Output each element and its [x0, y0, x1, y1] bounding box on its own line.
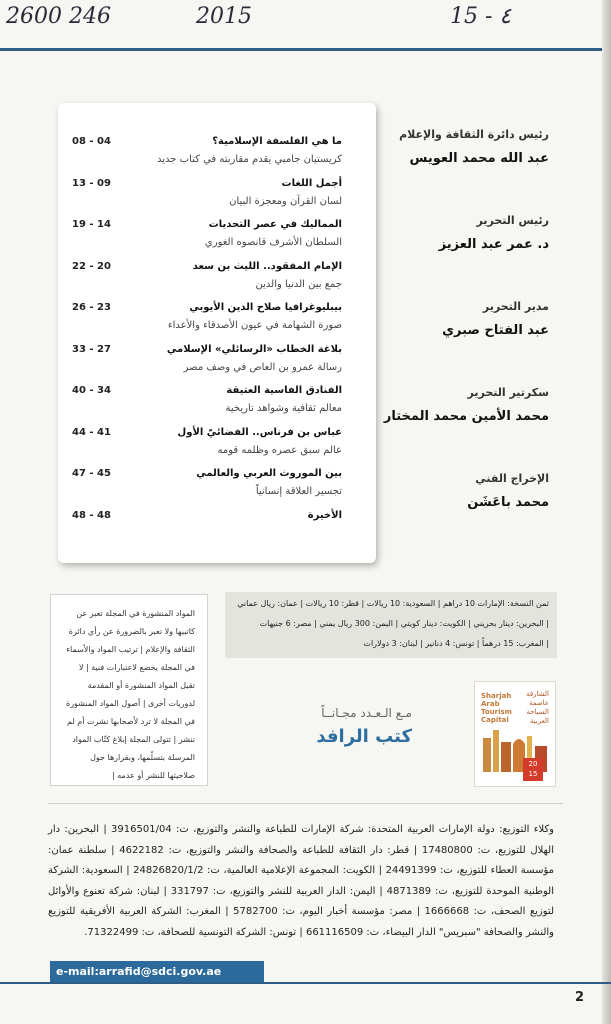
page-edge — [602, 0, 611, 1024]
table-of-contents — [58, 103, 376, 563]
toc-pages: 44 - 41 — [72, 426, 111, 438]
toc-item[interactable] — [72, 424, 342, 466]
toc-subtitle: لسان القرآن ومعجزة البيان — [229, 195, 342, 207]
toc-subtitle: كريستيان جامبي يقدم مقاربته في كتاب جديد — [157, 154, 342, 165]
distribution-agents: وكلاء التوزيع: دولة الإمارات العربية المتحدة: شركة الإمارات للطباعة والنشر والتوزيع، ت: 3916501/04 | البحرين: دار الهلال للتوزيع، ت: 17480800 | قطر: دار الثقافة للطباعة والصحافة والنشر والتوزيع، ت: 4622182 | سلطنة عمان: مؤسسة العطاء للتوزيع، ت: 24491399 | الكويت: المجموعة الإعلامية العالمية، ت: 24826820/1/2 | السعودية: الشركة الوطنية الموحدة للتوزيع، ت: 4871389 | اليمن: الدار العربية للنشر والتوزيع، ت: 331797 | لبنان: شركة تعنوع والأوائل لتوزيع الصحف، ت: 1666668 | مصر: مؤسسة أخبار اليوم، ت: 5782700 | المغرب: الشركة العربية الأفريقية للتوزيع والنشر والصحافة "سبريس" الدار البيضاء، ت: 661116509 | تونس: الشركة التونسية للصحافة، ت: 71322499. — [48, 824, 554, 938]
toc-item[interactable] — [72, 299, 342, 341]
toc-subtitle: رسالة عمرو بن العاص في وصف مصر — [183, 361, 342, 373]
email-banner[interactable]: e-mail:arrafid@sdci.gov.ae — [50, 961, 264, 983]
toc-pages: 08 - 04 — [72, 136, 111, 147]
toc-title: بيبليوغرافيا صلاح الدين الأيوبي — [189, 302, 342, 313]
price-box — [225, 592, 557, 658]
toc-item[interactable] — [72, 382, 342, 424]
toc-item[interactable] — [72, 133, 342, 175]
toc-list — [72, 133, 342, 548]
toc-subtitle: عالم سبق عصره وظلمه قومه — [217, 444, 342, 456]
handwritten-code: 2600 246 — [6, 4, 111, 29]
toc-subtitle: السلطان الأشرف قانصوه الغوري — [204, 237, 342, 248]
toc-title: عباس بن فرناس.. الفضائيّ الأول — [177, 426, 342, 438]
toc-item[interactable] — [72, 175, 342, 217]
page-number: 2 — [575, 990, 585, 1005]
toc-pages: 33 - 27 — [72, 343, 111, 355]
toc-pages: 40 - 34 — [72, 385, 111, 396]
masthead-entry — [349, 300, 549, 386]
masthead-role: رئيس التحرير — [476, 214, 549, 227]
toc-title: الأخيرة — [307, 509, 342, 521]
toc-subtitle: جمع بين الدنيا والدين — [255, 278, 342, 290]
toc-subtitle: معالم ثقافية وشواهد تاريخية — [225, 403, 342, 414]
toc-subtitle: صورة الشهامة في عيون الأصدقاء والأعداء — [167, 320, 342, 331]
sharjah-tourism-logo — [474, 681, 556, 787]
price-line: | البحرين: دينار بحريني | الكويت: دينار كويتي | اليمن: 300 ريال يمني | مصر: 6 جنيهات — [259, 619, 549, 628]
free-book-notice — [262, 706, 412, 747]
toc-item[interactable] — [72, 258, 342, 300]
logo-year-badge: 20 15 — [523, 758, 543, 781]
masthead-name: محمد الأمين محمد المختار — [383, 409, 549, 424]
free-book-title: كتب الرافد — [316, 726, 412, 747]
logo-skyline-icon — [475, 682, 555, 786]
logo-arabic: الشارقة عاصمة السياحة العربية — [526, 690, 549, 725]
toc-title: أجمل اللغات — [281, 177, 342, 189]
logo-english: Sharjah Arab Tourism Capital — [481, 692, 512, 724]
handwritten-issue: 15 - ٤ — [450, 4, 512, 29]
toc-pages: 26 - 23 — [72, 302, 111, 313]
toc-subtitle: تجسير العلاقة إنسانياً — [255, 486, 342, 497]
separator — [48, 803, 563, 804]
masthead-role: مدير التحرير — [482, 300, 549, 313]
masthead-role: الإخراج الفني — [475, 472, 549, 485]
free-book-caption: مـع الـعـدد مجـانــاً — [321, 706, 412, 720]
toc-title: الفنادق الفاسية العتيقة — [226, 385, 342, 396]
toc-title: المماليك في عصر التحديات — [208, 219, 342, 230]
bottom-rule — [0, 982, 611, 984]
masthead-name: محمد باعَشَن — [467, 495, 549, 510]
masthead-name: عبد الله محمد العويس — [409, 151, 549, 166]
toc-pages: 47 - 45 — [72, 468, 111, 479]
masthead-name: د. عمر عبد العزيز — [438, 237, 549, 252]
toc-pages: 22 - 20 — [72, 260, 111, 272]
handwritten-year: 2015 — [196, 4, 252, 29]
price-line: | المغرب: 15 درهماً | تونس: 4 دنانير | لبنان: 3 دولارات — [363, 639, 549, 648]
toc-pages: 19 - 14 — [72, 219, 111, 230]
masthead-role: سكرتير التحرير — [467, 386, 549, 399]
disclaimer-box: المواد المنشورة في المجلة تعبر عن كاتبيها ولا تعبر بالضرورة عن رأي دائرة الثقافة والإعلام | ترتيب المواد والأسماء في المجلة يخضع لاعتبارات فنية | لا تقبل المواد المنشورة أو المقدمة لدوريات أخرى | أصول المواد المنشورة في المجلة لا ترد لأصحابها نشرت أم لم تنشر | تتولى المجلة إبلاغ كتّاب المواد المرسلة بتسلّمها، وبقرارها حول صلاحيتها للنشر أو عدمه | — [50, 594, 208, 786]
toc-pages: 48 - 48 — [72, 509, 111, 521]
masthead-role: رئيس دائرة الثقافة والإعلام — [399, 128, 549, 141]
price-line: ثمن النسخة: الإمارات 10 دراهم | السعودية: 10 ريالات | قطر: 10 ريالات | عمان: ريال عماني — [237, 599, 549, 608]
top-rule — [0, 48, 611, 51]
toc-item[interactable] — [72, 507, 342, 549]
masthead-entry — [349, 128, 549, 214]
toc-title: ما هي الفلسفة الإسلامية؟ — [212, 136, 342, 147]
toc-item[interactable] — [72, 465, 342, 507]
masthead-name: عبد الفتاح صبري — [442, 323, 549, 338]
masthead-entry — [349, 472, 549, 558]
toc-pages: 13 - 09 — [72, 177, 111, 189]
masthead-entry — [349, 386, 549, 472]
toc-title: بلاغة الخطاب «الرسائلي» الإسلامي — [166, 343, 342, 355]
toc-title: الإمام المفقود.. الليث بن سعد — [192, 260, 342, 272]
masthead-entry — [349, 214, 549, 300]
toc-item[interactable] — [72, 216, 342, 258]
toc-item[interactable] — [72, 341, 342, 383]
masthead — [349, 128, 549, 558]
toc-title: بين الموروث العربي والعالمي — [196, 468, 342, 479]
